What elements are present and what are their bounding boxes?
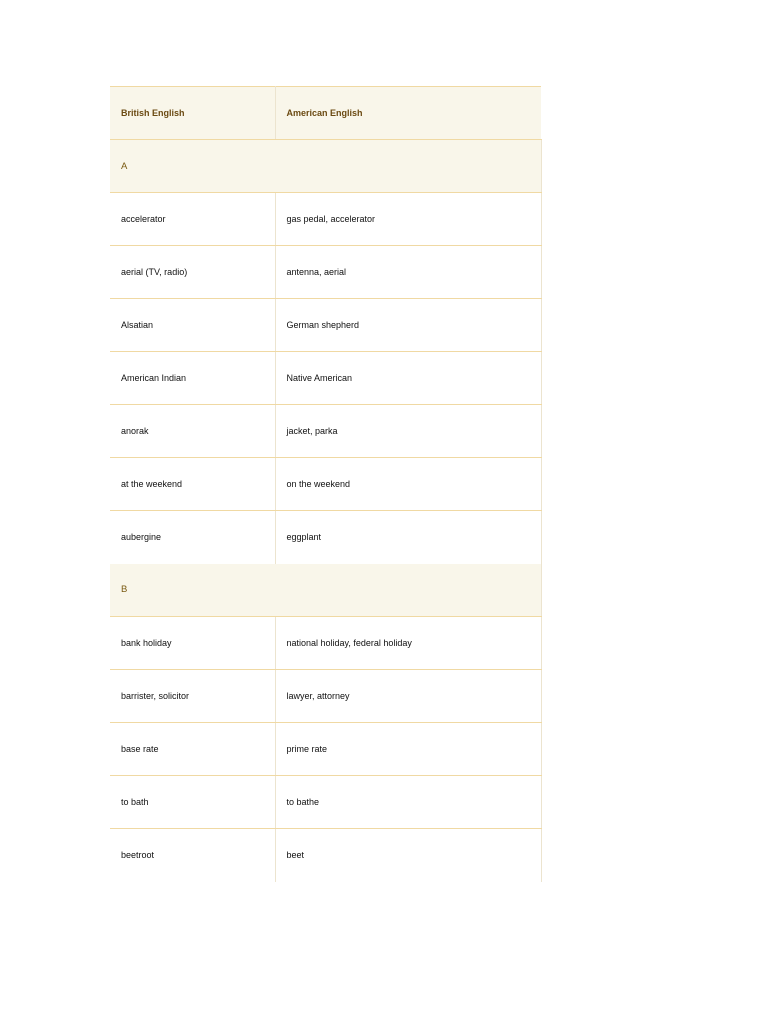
section-header-row [110,140,541,193]
vocabulary-table [110,86,542,882]
american-term: German shepherd [275,299,541,352]
american-term: gas pedal, accelerator [275,193,541,246]
american-term: prime rate [275,723,541,776]
table-row [110,299,541,352]
british-term: beetroot [110,829,275,882]
british-term: barrister, solicitor [110,670,275,723]
american-term: national holiday, federal holiday [275,617,541,670]
table-row [110,723,541,776]
british-term: Alsatian [110,299,275,352]
table-row [110,193,541,246]
table-row [110,511,541,564]
british-term: at the weekend [110,458,275,511]
header-american-english: American English [275,87,541,140]
table-row [110,458,541,511]
section-letter: A [110,140,541,193]
british-term: base rate [110,723,275,776]
british-term: bank holiday [110,617,275,670]
british-term: aubergine [110,511,275,564]
american-term: beet [275,829,541,882]
british-term: accelerator [110,193,275,246]
table-row [110,670,541,723]
british-term: to bath [110,776,275,829]
american-term: eggplant [275,511,541,564]
american-term: to bathe [275,776,541,829]
table-row [110,352,541,405]
table-row [110,405,541,458]
british-term: American Indian [110,352,275,405]
table-row [110,246,541,299]
british-term: anorak [110,405,275,458]
american-term: jacket, parka [275,405,541,458]
american-term: Native American [275,352,541,405]
british-term: aerial (TV, radio) [110,246,275,299]
table-row [110,776,541,829]
section-header-row [110,564,541,617]
header-british-english: British English [110,87,275,140]
table-row [110,617,541,670]
american-term: antenna, aerial [275,246,541,299]
american-term: on the weekend [275,458,541,511]
table-row [110,829,541,882]
section-letter: B [110,564,541,617]
table-header-row [110,87,541,140]
american-term: lawyer, attorney [275,670,541,723]
